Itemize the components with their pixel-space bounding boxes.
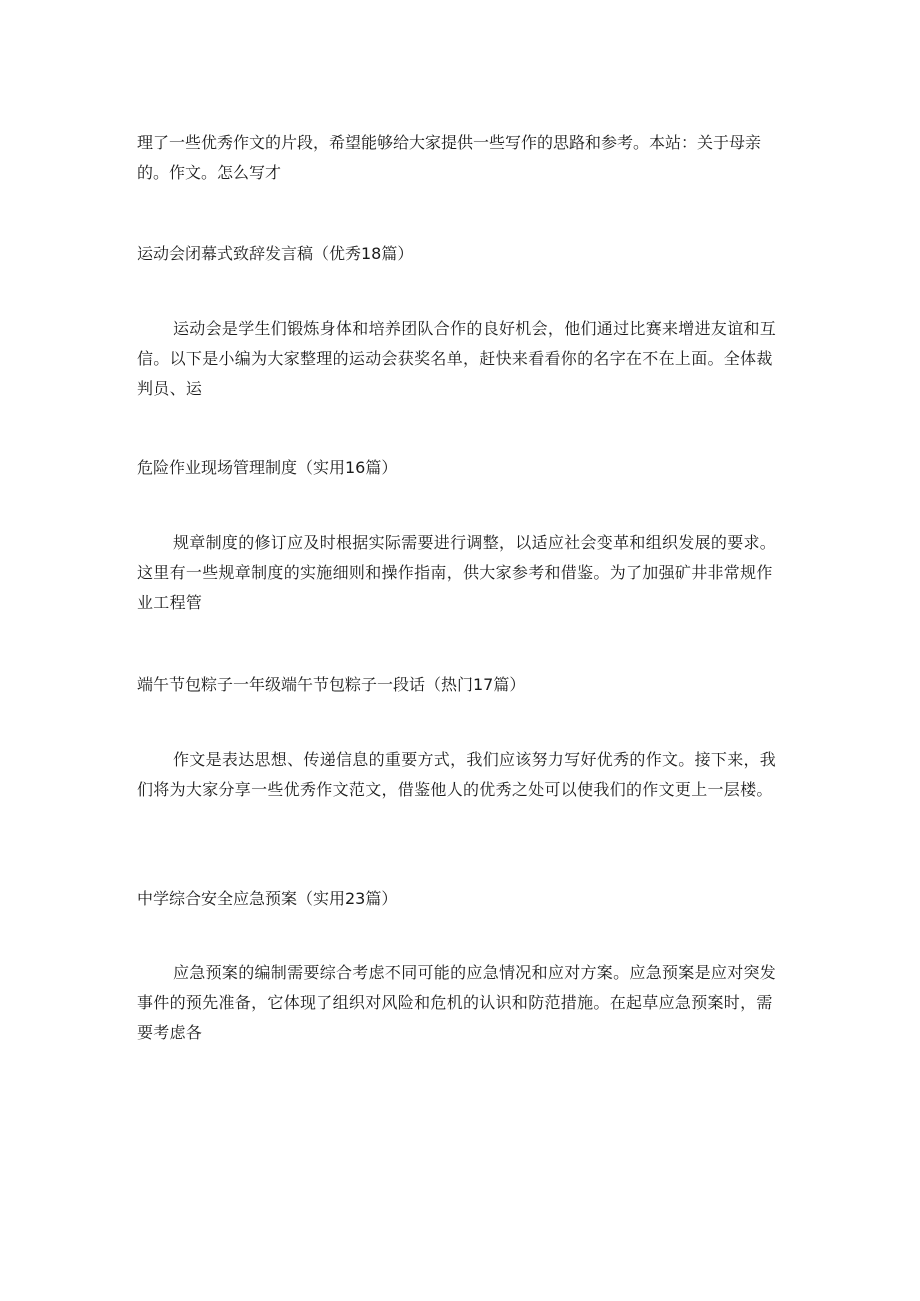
section-title: 危险作业现场管理制度（实用16篇）: [137, 458, 398, 477]
section-summary: 运动会是学生们锻炼身体和培养团队合作的良好机会，他们通过比赛来增进友谊和互信。以下是小编为大家整理的运动会获奖名单，赶快来看看你的名字在不在上面。全体裁判员、运: [137, 319, 777, 398]
section-summary: 规章制度的修订应及时根据实际需要进行调整，以适应社会变革和组织发展的要求。这里有一些规章制度的实施细则和操作指南，供大家参考和借鉴。为了加强矿井非常规作业工程管: [137, 533, 777, 612]
intro-paragraph: 理了一些优秀作文的片段，希望能够给大家提供一些写作的思路和参考。本站：关于母亲的。作文。怎么写才: [137, 133, 762, 182]
section-title: 端午节包粽子一年级端午节包粽子一段话（热门17篇）: [137, 675, 526, 694]
section-title: 中学综合安全应急预案（实用23篇）: [137, 889, 398, 908]
section-title: 运动会闭幕式致辞发言稿（优秀18篇）: [137, 244, 414, 263]
section-summary: 作文是表达思想、传递信息的重要方式，我们应该努力写好优秀的作文。接下来，我们将为大家分享一些优秀作文范文，借鉴他人的优秀之处可以使我们的作文更上一层楼。: [137, 750, 777, 799]
section-summary: 应急预案的编制需要综合考虑不同可能的应急情况和应对方案。应急预案是应对突发事件的预先准备，它体现了组织对风险和危机的认识和防范措施。在起草应急预案时，需要考虑各: [137, 963, 777, 1042]
